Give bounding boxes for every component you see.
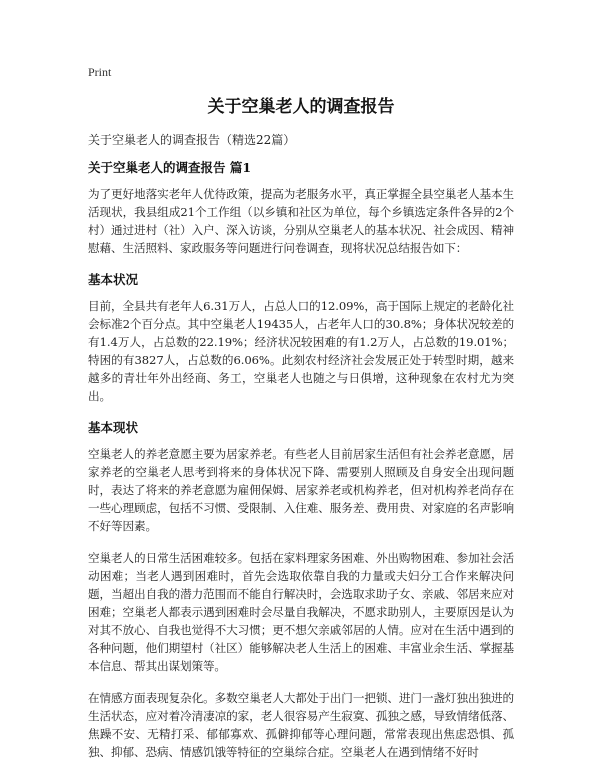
basic-status-paragraph: 目前，全县共有老年人6.31万人，占总人口的12.09%，高于国际上规定的老龄化社会标准2个百分点。其中空巢老人19435人，占老年人口的30.8%；身体状况较差的有1.4万人，占总数的22.19%；经济状况较困难的有1.2万人，占总数的19.01%；特困的有3827人，占总数的6.06%。此刻农村经济社会发展正处于转型时期，越来越多的青壮年外出经商、务工，空巢老人也随之与日俱增，这种现象在农村尤为突出。 <box>88 299 514 403</box>
document-title: 关于空巢老人的调查报告 <box>207 97 395 117</box>
section-heading-1: 关于空巢老人的调查报告 篇1 <box>88 160 252 175</box>
heading-basic-status: 基本状况 <box>88 272 139 287</box>
reality-paragraph-2: 空巢老人的日常生活困难较多。包括在家料理家务困难、外出购物困难、参加社会活动困难；当老人遇到困难时，首先会选取依靠自我的力量或夫妇分工合作来解决问题，当超出自我的潜力范围而不能自行解决时，会选取求助子女、亲戚、邻居来应对困难；空巢老人都表示遇到困难时会尽量自我解决，不愿求助别人，主要原因是认为对其不放心、自我也觉得不大习惯；更不想欠亲戚邻居的人情。应对在生活中遇到的各种问题，他们期望村（社区）能够解决老人生活上的困难、丰富业余生活、掌握基本信息、帮其出谋划策等。 <box>88 551 514 673</box>
intro-paragraph: 为了更好地落实老年人优待政策，提高为老服务水平，真正掌握全县空巢老人基本生活现状，我县组成21个工作组（以乡镇和社区为单位，每个乡镇选定条件各异的2个村）通过进村（社）入户、深入访谈，分别从空巢老人的基本状况、社会成因、精神慰藉、生活照料、家政服务等问题进行问卷调查，现将状况总结报告如下： <box>88 187 514 255</box>
print-label[interactable]: Print <box>88 65 112 79</box>
reality-paragraph-3: 在情感方面表现复杂化。多数空巢老人大都处于出门一把锁、进门一盏灯独出独进的生活状态，应对着冷清凄凉的家，老人很容易产生寂寞、孤独之感，导致情绪低落、焦躁不安、无精打采、郁郁寡欢、孤僻抑郁等心理问题，常常表现出焦虑恐惧、孤独、抑郁、恐病、情感饥饿等特征的空巢综合症。空巢老人在遇到情绪不好时 <box>88 691 514 759</box>
heading-basic-reality: 基本现状 <box>88 420 139 435</box>
document-page <box>88 64 514 775</box>
document-subtitle: 关于空巢老人的调查报告（精选22篇） <box>88 133 296 147</box>
reality-paragraph-1: 空巢老人的养老意愿主要为居家养老。有些老人目前居家生活但有社会养老意愿，居家养老的空巢老人思考到将来的身体状况下降、需要别人照顾及自身安全出现问题时，表达了将来的养老意愿为雇佣保姆、居家养老或机构养老，但对机构养老尚存在一些心理顾虑，包括不习惯、受限制、入住难、服务差、费用贵、对家庭的名声影响不好等因素。 <box>88 447 514 533</box>
